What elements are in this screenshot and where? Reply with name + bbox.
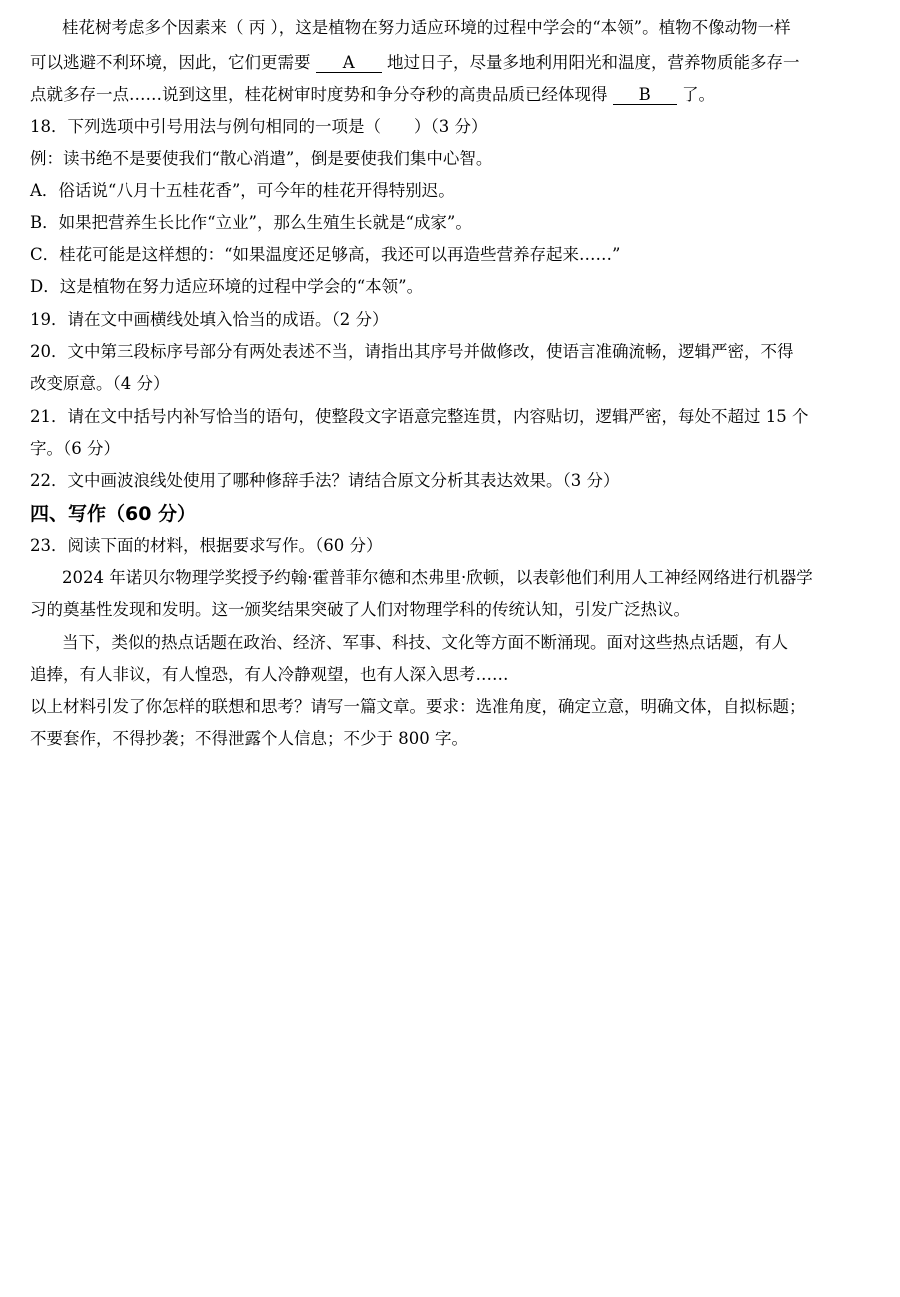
- passage-line-3: [30, 84, 715, 106]
- writing-requirement-line-2: 不要套作，不得抄袭；不得泄露个人信息；不少于 800 字。: [30, 729, 468, 748]
- passage-line-3-pre: 点就多存一点……说到这里，桂花树审时度势和争分夺秒的高贵品质已经体现得: [30, 85, 608, 104]
- blank-a: A: [316, 54, 382, 73]
- section-4-heading: 四、写作（60 分）: [30, 503, 197, 525]
- question-23: 23．阅读下面的材料，根据要求写作。（60 分）: [30, 536, 383, 555]
- material-para-2-line-2: 追捧，有人非议，有人惶恐，有人冷静观望，也有人深入思考……: [30, 665, 509, 684]
- question-18-option-b: B．如果把营养生长比作“立业”，那么生殖生长就是“成家”。: [30, 213, 472, 232]
- passage-line-2: [30, 52, 800, 74]
- passage-line-2-post: 地过日子，尽量多地利用阳光和温度，营养物质能多存一: [387, 53, 800, 72]
- question-19: 19．请在文中画横线处填入恰当的成语。（2 分）: [30, 310, 389, 329]
- passage-line-3-post: 了。: [682, 85, 715, 104]
- passage-line-2-pre: 可以逃避不利环境，因此，它们更需要: [30, 53, 311, 72]
- passage-line-1: 桂花树考虑多个因素来（ 丙 ），这是植物在努力适应环境的过程中学会的“本领”。植物不像动物一样: [62, 18, 791, 37]
- question-18-option-c: C．桂花可能是这样想的：“如果温度还足够高，我还可以再造些营养存起来……”: [30, 245, 621, 264]
- question-18-stem: 18．下列选项中引号用法与例句相同的一项是（ ）（3 分）: [30, 117, 488, 136]
- material-para-2-line-1: 当下，类似的热点话题在政治、经济、军事、科技、文化等方面不断涌现。面对这些热点话题，有人: [62, 633, 788, 652]
- question-22: 22．文中画波浪线处使用了哪种修辞手法？请结合原文分析其表达效果。（3 分）: [30, 471, 620, 490]
- question-21-line-2: 字。（6 分）: [30, 439, 120, 458]
- question-20-line-1: 20．文中第三段标序号部分有两处表述不当，请指出其序号并做修改，使语言准确流畅，逻辑严密，不得: [30, 342, 794, 361]
- material-para-1-line-1: 2024 年诺贝尔物理学奖授予约翰·霍普菲尔德和杰弗里·欣顿，以表彰他们利用人工神经网络进行机器学: [62, 568, 813, 587]
- writing-requirement-line-1: 以上材料引发了你怎样的联想和思考？请写一篇文章。要求：选准角度，确定立意，明确文体，自拟标题；: [30, 697, 806, 716]
- question-20-line-2: 改变原意。（4 分）: [30, 374, 170, 393]
- material-para-1-line-2: 习的奠基性发现和发明。这一颁奖结果突破了人们对物理学科的传统认知，引发广泛热议。: [30, 600, 690, 619]
- blank-b: B: [613, 86, 677, 105]
- question-18-option-d: D．这是植物在努力适应环境的过程中学会的“本领”。: [30, 277, 424, 296]
- question-18-example: 例：读书绝不是要使我们“散心消遣”，倒是要使我们集中心智。: [30, 149, 493, 168]
- question-18-option-a: A．俗话说“八月十五桂花香”，可今年的桂花开得特别迟。: [30, 181, 455, 200]
- question-21-line-1: 21．请在文中括号内补写恰当的语句，使整段文字语意完整连贯，内容贴切，逻辑严密，每处不超过 15 个: [30, 407, 809, 426]
